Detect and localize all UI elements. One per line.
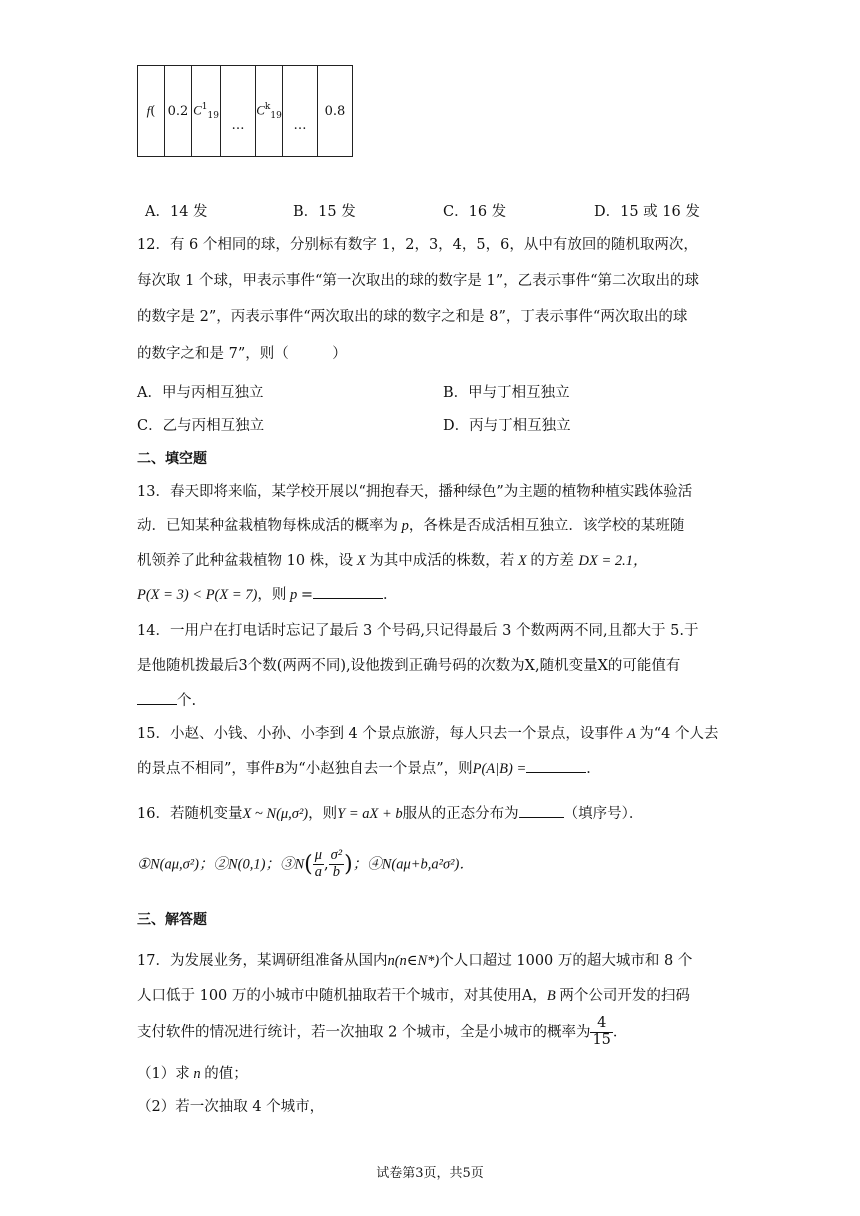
table-cell: $C^k_{19}$ [256,66,283,157]
table-cell: $C^1_{19}$ [192,66,221,157]
q11-option-b: B．15 发 [293,204,356,220]
q13-line: 13．春天即将来临，某学校开展以“拥抱春天，播种绿色”为主题的植物种植实践体验活 [137,484,693,500]
distribution-table [137,65,353,157]
table-cell: f( [138,66,165,157]
q12-option-c: C．乙与丙相互独立 [137,418,265,434]
q12-line: 的数字是 2”，丙表示事件“两次取出的球的数字之和是 8”，丁表示事件“两次取出的球 [137,309,688,325]
q12-line: 的数字之和是 7”，则（ ） [137,346,347,362]
answer-blank [313,598,383,599]
q17-line: 支付软件的情况进行统计，若一次抽取 2 个城市，全是小城市的概率为 $\frac{4}{15}$ ． [137,1015,628,1048]
q13-line: P(X = 3) < P(X = 7)，则 p = ． [137,587,398,603]
q16-options: ①N(aμ,σ²)；②N(0,1)；③N( $\frac{\mu}{a}$ , $\frac{\text{σ²}}{b}$ )；④N(aμ+b,a²σ²)． [137,847,474,880]
q15-line: 的景点不相同”，事件B为“小赵独自去一个景点”，则P(A|B) = ． [137,761,601,777]
answer-blank [526,772,586,773]
table-cell: … [221,66,256,157]
table-cell: 0.8 [318,66,353,157]
q16-line: 16．若随机变量X ~ N(μ,σ²)，则Y = aX + b服从的正态分布为 （填序号）． [137,806,644,822]
q14-line: 14．一用户在打电话时忘记了最后 3 个号码,只记得最后 3 个数两两不同,且都大于 5.于 [137,623,699,639]
page-footer: 试卷第3页，共5页 [376,1166,484,1181]
q13-line: 机领养了此种盆栽植物 10 株，设 X 为其中成活的株数，若 X 的方差 DX = 2.1， [137,553,648,569]
q17-line: 人口低于 100 万的小城市中随机抽取若干个城市，对其使用A，B 两个公司开发的扫码 [137,988,690,1004]
answer-blank [519,817,564,818]
section-heading: 三、解答题 [137,912,207,928]
section-heading: 二、填空题 [137,451,207,467]
table-cell: … [283,66,318,157]
q12-option-b: B．甲与丁相互独立 [443,385,570,401]
q11-option-c: C．16 发 [443,204,507,220]
q13-line: 动．已知某种盆栽植物每株成活的概率为 p，各株是否成活相互独立．该学校的某班随 [137,518,685,534]
q17-line: 17．为发展业务，某调研组准备从国内n(n∈N*)个人口超过 1000 万的超大城市和 8 个 [137,953,693,969]
q14-line: 是他随机拨最后3个数(两两不同),设他拨到正确号码的次数为X,随机变量X的可能值有 [137,658,681,674]
q12-line: 12．有 6 个相同的球，分别标有数字 1，2，3，4，5，6，从中有放回的随机取两次， [137,237,698,253]
answer-blank [137,704,177,705]
q12-option-d: D．丙与丁相互独立 [443,418,571,434]
q17-sub2: （2）若一次抽取 4 个城市， [137,1099,325,1115]
q12-line: 每次取 1 个球，甲表示事件“第一次取出的球的数字是 1”，乙表示事件“第二次取出的球 [137,273,700,289]
q11-option-a: A．14 发 [145,204,208,220]
q14-line: 个. [137,689,196,710]
q15-line: 15．小赵、小钱、小孙、小李到 4 个景点旅游，每人只去一个景点，设事件 A 为“4 个人去 [137,726,719,742]
q17-sub1: （1）求 n 的值； [137,1066,248,1082]
table-cell: 0.2 [165,66,192,157]
q11-option-d: D．15 或 16 发 [594,204,700,220]
q12-option-a: A．甲与丙相互独立 [137,385,264,401]
